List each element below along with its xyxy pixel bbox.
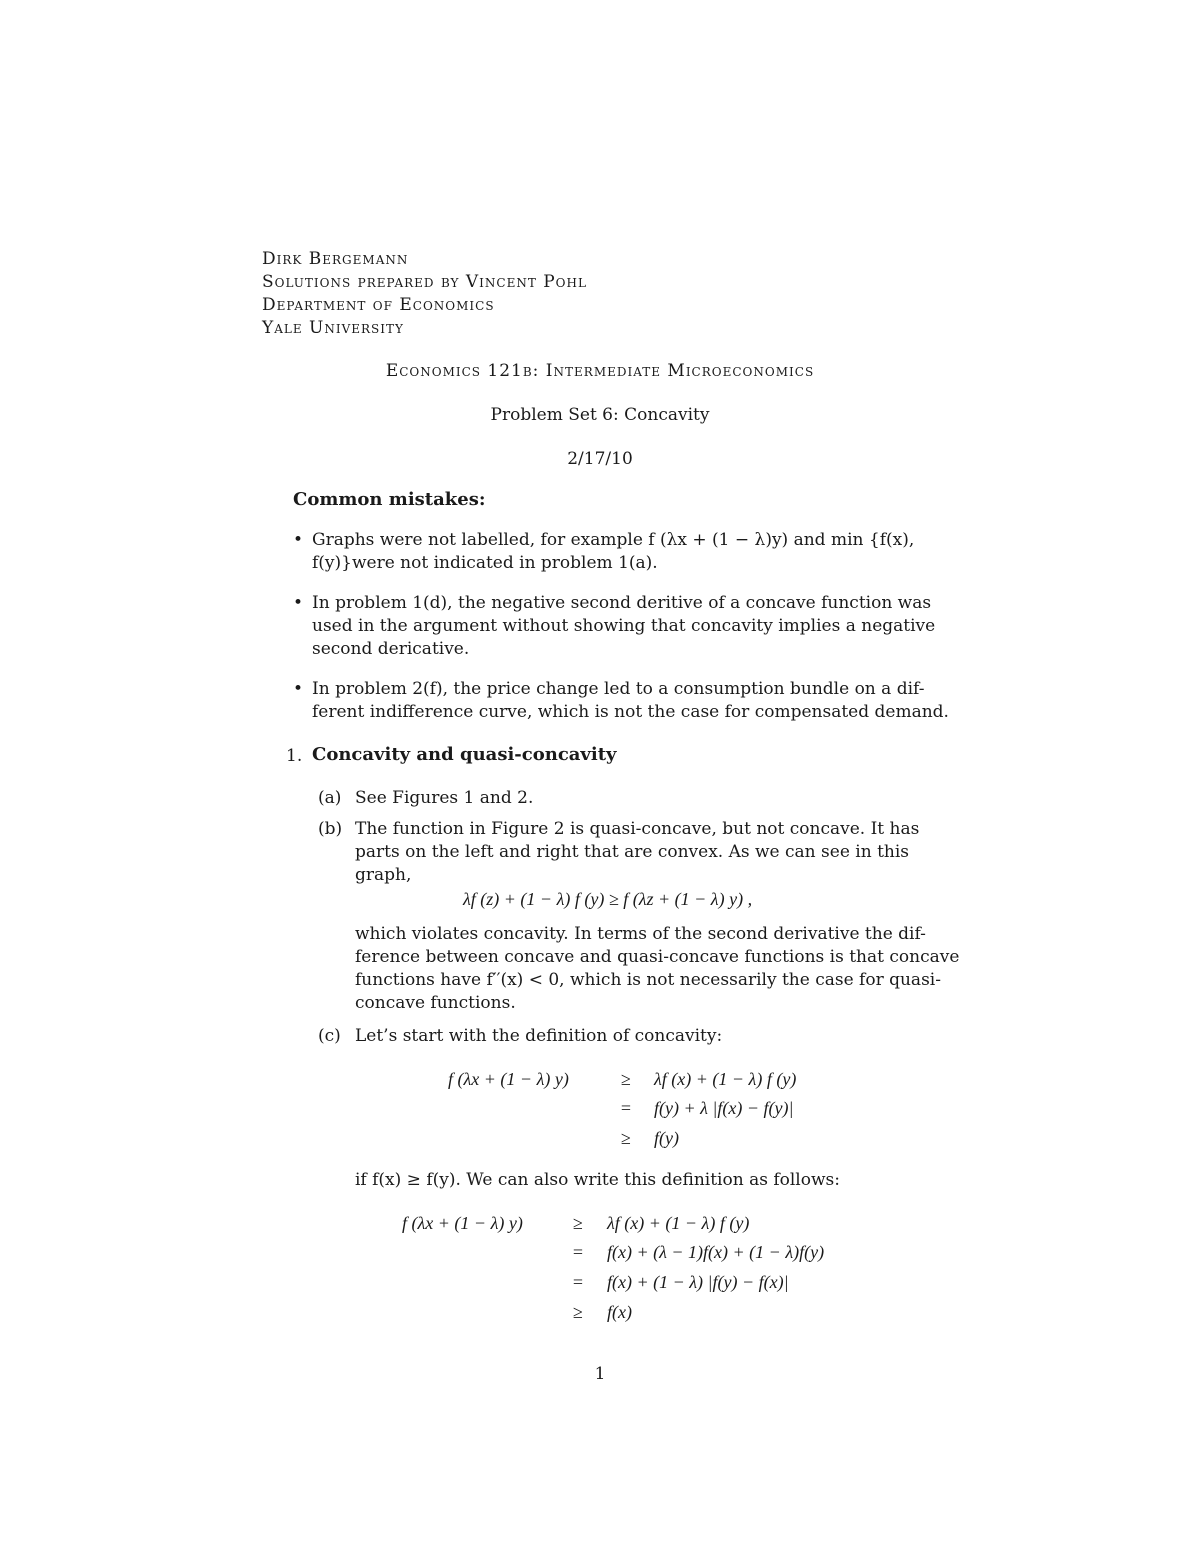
document-date: 2/17/10 [567, 449, 633, 469]
item-b-equation: λf (z) + (1 − λ) f (y) ≥ f (λz + (1 − λ) y) , [463, 889, 753, 909]
solutions-credit: Solutions prepared by Vincent Pohl [262, 272, 587, 292]
eq2-rel-2: = [572, 1242, 584, 1262]
eq2-rel-4: ≥ [573, 1302, 583, 1322]
item-b-line-7: concave functions. [355, 993, 516, 1013]
eq2-lhs: f (λx + (1 − λ) y) [402, 1213, 523, 1233]
item-b-line-3: graph, [355, 865, 412, 885]
eq2-rel-3: = [572, 1272, 584, 1292]
bullet-2-line-2: used in the argument without showing that concavity implies a negative [312, 616, 936, 636]
bullet-3-line-1: In problem 2(f), the price change led to a consumption bundle on a dif- [312, 679, 925, 699]
course-title: Economics 121b: Intermediate Microeconomics [385, 361, 815, 381]
university-name: Yale University [262, 318, 404, 338]
item-c-text: Let’s start with the definition of concavity: [355, 1026, 723, 1046]
item-c-mid-text: if f(x) ≥ f(y). We can also write this definition as follows: [355, 1170, 840, 1190]
eq2-rhs-1: λf (x) + (1 − λ) f (y) [607, 1213, 750, 1233]
item-a-text: See Figures 1 and 2. [355, 788, 534, 808]
eq1-rhs-2: f(y) + λ |f(x) − f(y)| [654, 1098, 794, 1118]
item-b-line-4: which violates concavity. In terms of the second derivative the dif- [355, 924, 926, 944]
item-b-line-2: parts on the left and right that are convex. As we can see in this [355, 842, 910, 862]
department-name: Department of Economics [262, 295, 495, 315]
section-title: Concavity and quasi-concavity [312, 744, 617, 765]
bullet-1-line-2: f(y)}were not indicated in problem 1(a). [312, 553, 658, 573]
eq1-rel-3: ≥ [621, 1128, 631, 1148]
item-b-label: (b) [318, 819, 343, 839]
eq2-rhs-3: f(x) + (1 − λ) |f(y) − f(x)| [607, 1272, 789, 1292]
bullet-2-line-1: In problem 1(d), the negative second deritive of a concave function was [312, 593, 932, 613]
bullet-2-marker: • [293, 593, 304, 613]
eq2-rhs-2: f(x) + (λ − 1)f(x) + (1 − λ)f(y) [607, 1242, 825, 1262]
section-number: 1. [286, 746, 303, 766]
bullet-1-marker: • [293, 530, 304, 550]
eq2-rel-1: ≥ [573, 1213, 583, 1233]
author-name: Dirk Bergemann [262, 249, 409, 269]
problem-set-title: Problem Set 6: Concavity [490, 405, 710, 425]
bullet-3-line-2: ferent indifference curve, which is not the case for compensated demand. [312, 702, 949, 722]
item-b-line-6: functions have f′′(x) < 0, which is not necessarily the case for quasi- [355, 970, 941, 990]
bullet-1-line-1: Graphs were not labelled, for example f (λx + (1 − λ)y) and min {f(x), [312, 530, 915, 550]
bullet-2-line-3: second dericative. [312, 639, 470, 659]
item-b-line-5: ference between concave and quasi-concave functions is that concave [355, 947, 960, 967]
mistakes-heading: Common mistakes: [293, 489, 486, 510]
eq1-rhs-3: f(y) [654, 1128, 679, 1148]
eq1-rel-1: ≥ [621, 1069, 631, 1089]
eq1-rhs-1: λf (x) + (1 − λ) f (y) [654, 1069, 797, 1089]
item-b-line-1: The function in Figure 2 is quasi-concave, but not concave. It has [355, 819, 920, 839]
bullet-3-marker: • [293, 679, 304, 699]
eq1-lhs: f (λx + (1 − λ) y) [448, 1069, 569, 1089]
eq2-rhs-4: f(x) [607, 1302, 632, 1322]
eq1-rel-2: = [620, 1098, 632, 1118]
item-c-label: (c) [318, 1026, 341, 1046]
item-a-label: (a) [318, 788, 342, 808]
page-number: 1 [594, 1364, 606, 1384]
